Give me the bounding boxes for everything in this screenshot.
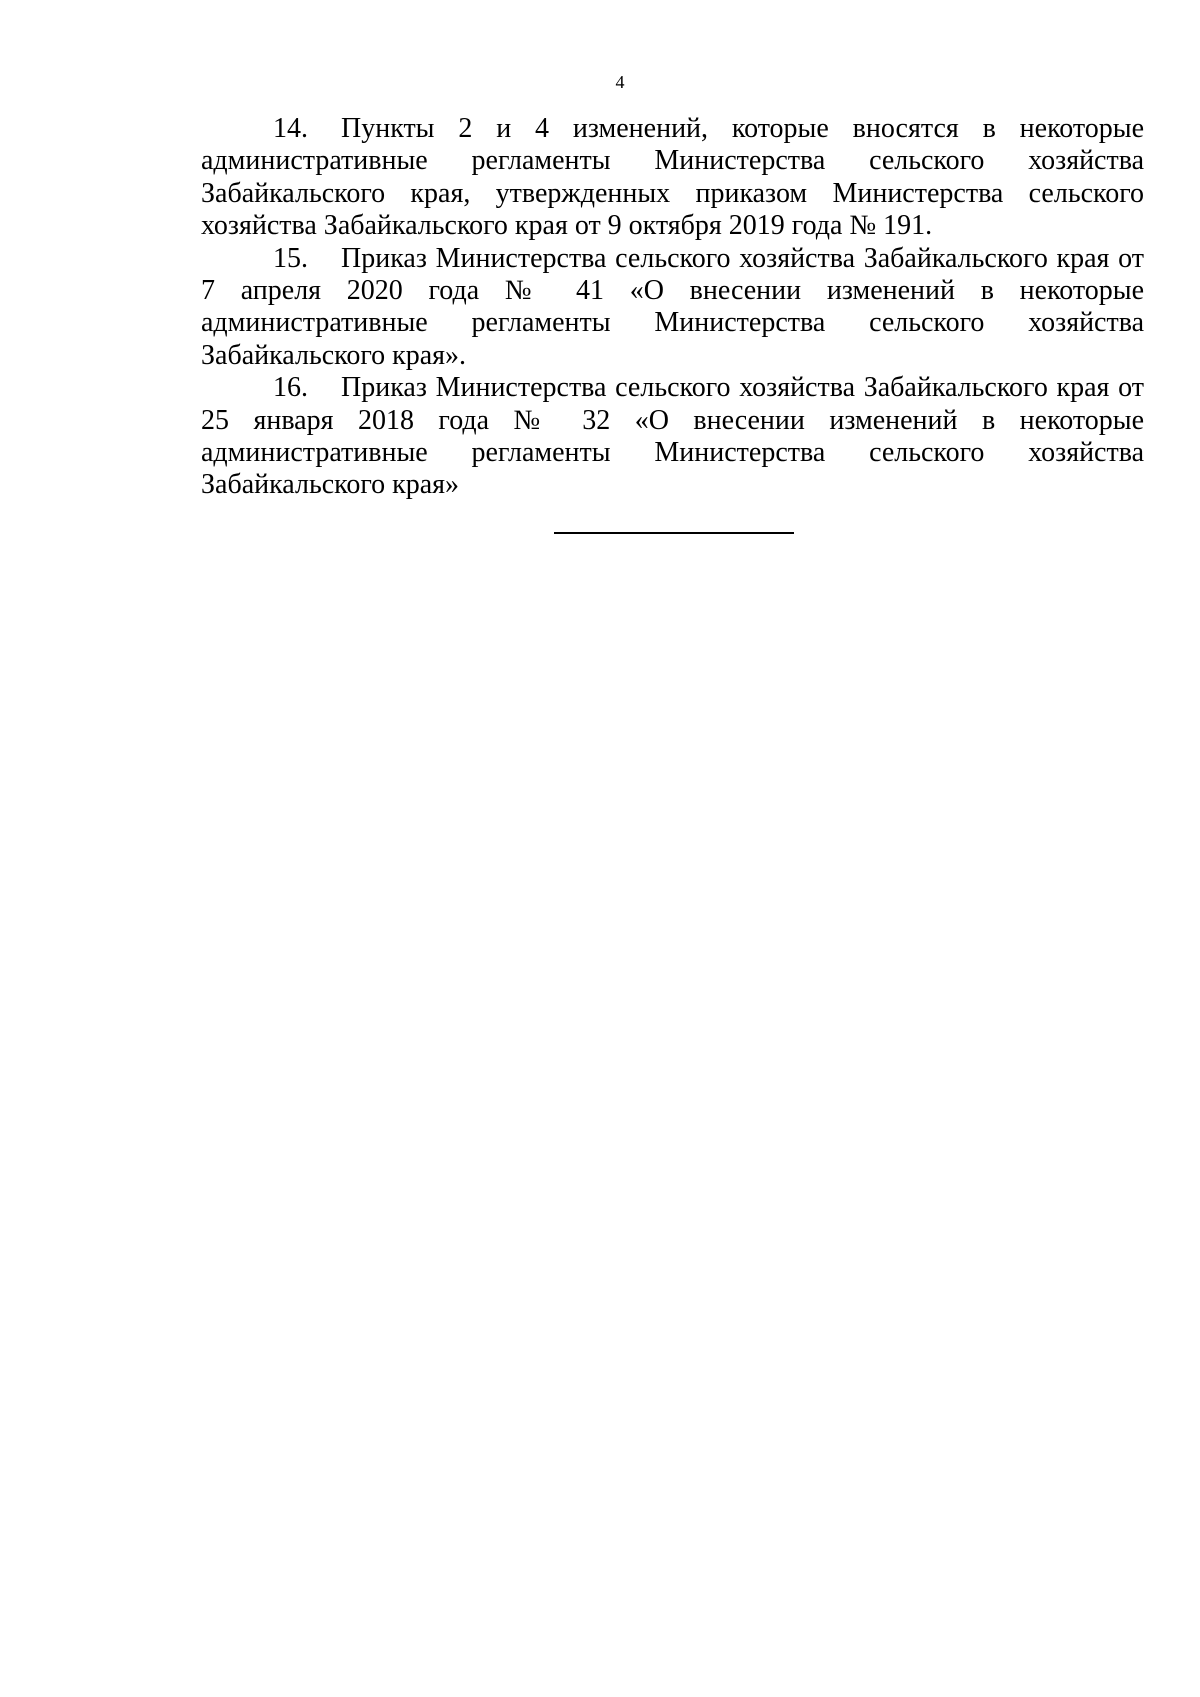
item-text: Приказ Министерства сельского хозяйства Забайкальского края от 7 апреля 2020 года № 41 «О внесении изменений в некоторые административные регламенты Министерства сельского хозяйства Забайкальского края». bbox=[201, 242, 1144, 371]
list-item bbox=[201, 243, 1144, 373]
item-text: Приказ Министерства сельского хозяйства Забайкальского края от 25 января 2018 года № 32 «О внесении изменений в некоторые административные регламенты Министерства сельского хозяйства Забайкальского края» bbox=[201, 372, 1144, 501]
document-body bbox=[201, 113, 1144, 502]
item-number: 16. bbox=[273, 372, 308, 404]
list-item bbox=[201, 113, 1144, 243]
item-number: 14. bbox=[273, 113, 308, 144]
item-number: 15. bbox=[273, 242, 308, 274]
list-item bbox=[201, 372, 1144, 502]
end-divider-line bbox=[554, 532, 794, 534]
item-text: Пункты 2 и 4 изменений, которые вносятся в некоторые административные регламенты Министерства сельского хозяйства Забайкальского края, утвержденных приказом Министерства сельского хозяйства Забайкальского края от 9 октября 2019 года № 191. bbox=[201, 113, 1144, 242]
page-number: 4 bbox=[615, 72, 625, 92]
